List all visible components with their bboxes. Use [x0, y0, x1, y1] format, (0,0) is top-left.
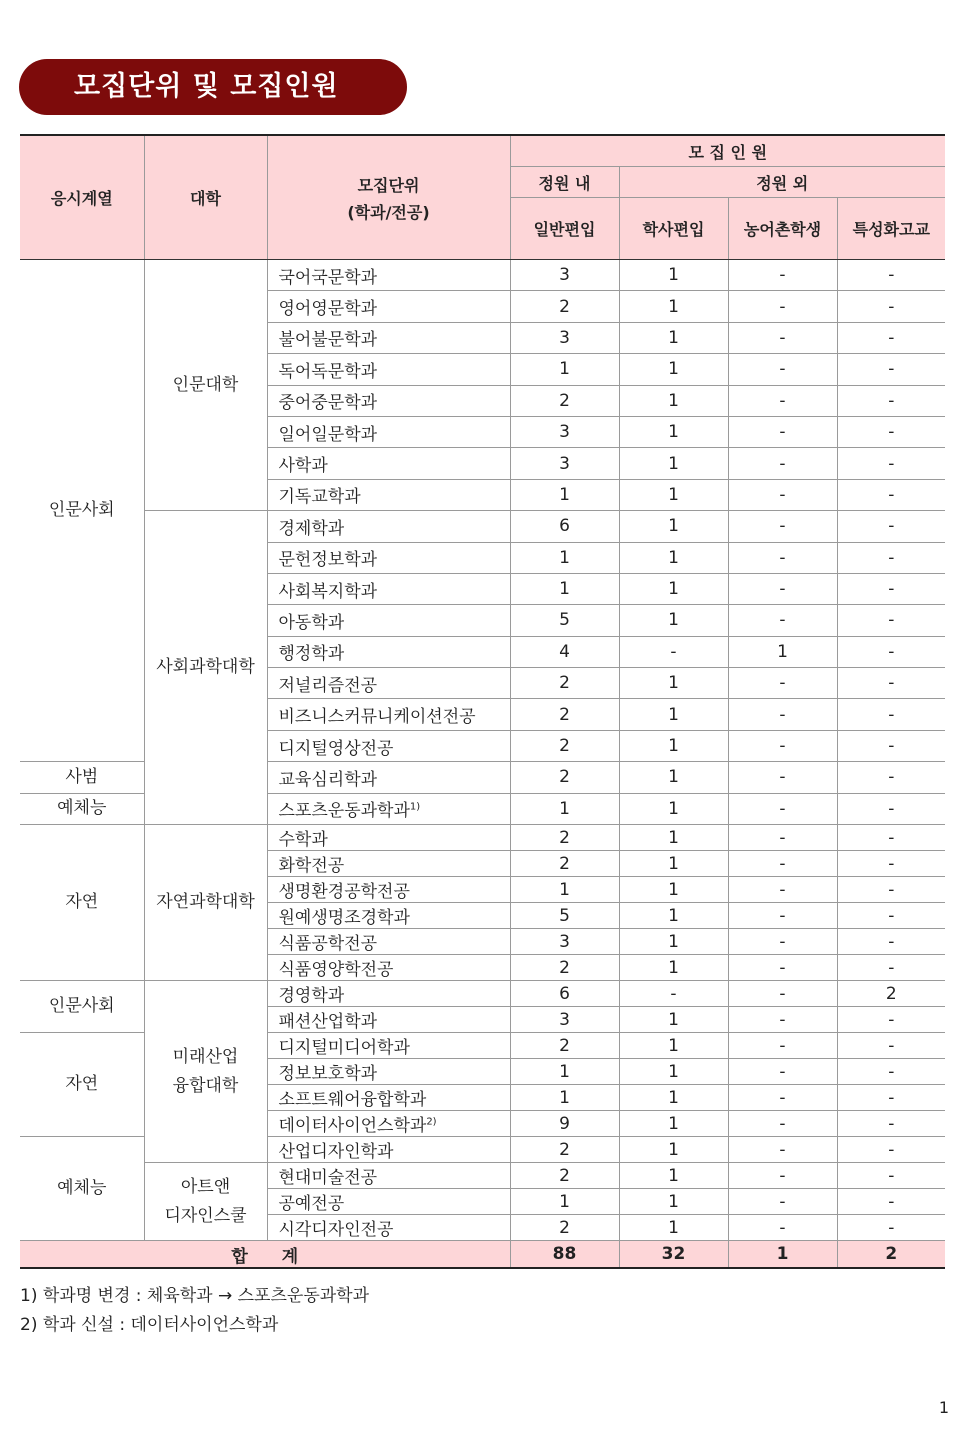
group-label: 예체능 [57, 1178, 107, 1199]
special-count: - [837, 605, 945, 636]
rural-count: - [728, 573, 837, 604]
rural-count: - [728, 605, 837, 636]
rural-count: - [728, 542, 837, 573]
unit-name-cell [267, 955, 510, 981]
unit-name: 사회복지학과 [278, 581, 378, 602]
bachelor-count: - [619, 636, 728, 667]
rural-count: - [728, 730, 837, 761]
special-count: - [837, 1189, 945, 1215]
unit-name-cell [267, 479, 510, 510]
bachelor-count: 1 [619, 260, 728, 291]
group-label: 인문사회 [48, 996, 115, 1017]
field-group-cell [20, 981, 144, 1033]
general-count: 5 [510, 605, 619, 636]
bachelor-count: 1 [619, 825, 728, 851]
general-count: 3 [510, 322, 619, 353]
group-label: 자연 [65, 1074, 99, 1095]
unit-name-cell [267, 1111, 510, 1137]
unit-name: 일어일문학과 [278, 424, 378, 445]
unit-name: 독어독문학과 [278, 361, 378, 382]
table-row [20, 1163, 945, 1189]
bachelor-count: 1 [619, 762, 728, 793]
general-count: 3 [510, 260, 619, 291]
bachelor-count: 1 [619, 416, 728, 447]
field-group-cell [20, 825, 144, 981]
general-count: 3 [510, 1007, 619, 1033]
general-count: 1 [510, 479, 619, 510]
rural-count: - [728, 1059, 837, 1085]
rural-count: - [728, 385, 837, 416]
general-count: 2 [510, 1137, 619, 1163]
unit-name: 데이터사이언스학과 [278, 1116, 427, 1137]
bachelor-count: 1 [619, 1163, 728, 1189]
bachelor-count: 1 [619, 511, 728, 542]
general-count: 2 [510, 825, 619, 851]
unit-name: 생명환경공학전공 [278, 882, 410, 903]
footnotes [20, 1282, 369, 1340]
bachelor-count: 1 [619, 1085, 728, 1111]
unit-name: 저널리즘전공 [278, 675, 378, 696]
unit-name-cell [267, 605, 510, 636]
general-count: 6 [510, 511, 619, 542]
bachelor-count: 1 [619, 479, 728, 510]
footnote-marker: 2) [426, 1116, 437, 1128]
special-count: - [837, 851, 945, 877]
unit-name-cell [267, 1163, 510, 1189]
bachelor-count: 1 [619, 699, 728, 730]
special-count: - [837, 354, 945, 385]
unit-name-cell [267, 699, 510, 730]
footnote-marker: 1) [409, 801, 421, 813]
general-count: 2 [510, 851, 619, 877]
special-count: - [837, 1007, 945, 1033]
unit-name: 경영학과 [278, 986, 345, 1007]
college-group-cell [144, 260, 267, 511]
unit-name-cell [267, 416, 510, 447]
unit-name-cell [267, 385, 510, 416]
unit-name: 중어중문학과 [278, 393, 378, 414]
rural-count: - [728, 981, 837, 1007]
rural-count: - [728, 354, 837, 385]
unit-name-cell [267, 762, 510, 793]
general-count: 2 [510, 668, 619, 699]
unit-name-cell [267, 730, 510, 761]
college-group-cell [144, 1163, 267, 1241]
special-count: - [837, 322, 945, 353]
header-unit [267, 135, 510, 260]
unit-name-cell [267, 573, 510, 604]
rural-count: - [728, 260, 837, 291]
unit-name-cell [267, 448, 510, 479]
total-rural: 1 [728, 1241, 837, 1269]
unit-name: 행정학과 [278, 644, 345, 665]
rural-count: - [728, 699, 837, 730]
bachelor-count: 1 [619, 448, 728, 479]
special-count: - [837, 699, 945, 730]
header-rural: 농어촌학생 [728, 198, 837, 260]
rural-count: - [728, 1007, 837, 1033]
special-count: - [837, 1111, 945, 1137]
bachelor-count: 1 [619, 291, 728, 322]
bachelor-count: 1 [619, 1033, 728, 1059]
general-count: 3 [510, 448, 619, 479]
general-count: 1 [510, 573, 619, 604]
unit-name: 산업디자인학과 [278, 1142, 394, 1163]
unit-name: 수학과 [278, 830, 328, 851]
special-count: - [837, 448, 945, 479]
bachelor-count: 1 [619, 730, 728, 761]
group-label: 인문대학 [172, 374, 239, 395]
unit-name-cell [267, 793, 510, 824]
special-count: - [837, 542, 945, 573]
unit-name-cell [267, 260, 510, 291]
special-count: - [837, 260, 945, 291]
special-count: - [837, 825, 945, 851]
special-count: 2 [837, 981, 945, 1007]
group-label: 사범 [65, 766, 99, 787]
unit-name-cell [267, 877, 510, 903]
field-group-cell [20, 793, 144, 824]
group-label: 인문사회 [48, 500, 115, 521]
header-bachelor: 학사편입 [619, 198, 728, 260]
recruitment-table [20, 134, 945, 1269]
special-count: - [837, 291, 945, 322]
unit-name-cell [267, 903, 510, 929]
unit-name: 사학과 [278, 456, 328, 477]
bachelor-count: 1 [619, 793, 728, 824]
unit-name: 시각디자인전공 [278, 1220, 394, 1241]
rural-count: - [728, 1111, 837, 1137]
unit-name: 스포츠운동과학과 [278, 801, 410, 822]
rural-count: - [728, 762, 837, 793]
unit-name-cell [267, 542, 510, 573]
special-count: - [837, 730, 945, 761]
page-number: 1 [938, 1398, 949, 1417]
special-count: - [837, 1215, 945, 1241]
bachelor-count: 1 [619, 605, 728, 636]
unit-name-cell [267, 1007, 510, 1033]
unit-name: 국어국문학과 [278, 267, 378, 288]
general-count: 2 [510, 699, 619, 730]
special-count: - [837, 903, 945, 929]
general-count: 2 [510, 955, 619, 981]
special-count: - [837, 762, 945, 793]
header-unit-line2: (학과/전공) [347, 202, 430, 222]
special-count: - [837, 573, 945, 604]
rural-count: - [728, 929, 837, 955]
group-label: 자연 [65, 892, 99, 913]
bachelor-count: 1 [619, 877, 728, 903]
general-count: 2 [510, 385, 619, 416]
unit-name-cell [267, 1189, 510, 1215]
field-group-cell [20, 1137, 144, 1241]
field-group-cell [20, 762, 144, 793]
footnote-1: 1) 학과명 변경 : 체육학과 → 스포츠운동과학과 [20, 1286, 370, 1306]
unit-name-cell [267, 825, 510, 851]
total-bachelor: 32 [619, 1241, 728, 1269]
header-out-quota: 정원 외 [619, 167, 945, 198]
unit-name: 소프트웨어융합학과 [278, 1090, 427, 1111]
unit-name-cell [267, 354, 510, 385]
unit-name: 불어불문학과 [278, 330, 378, 351]
bachelor-count: 1 [619, 322, 728, 353]
unit-name: 비즈니스커뮤니케이션전공 [278, 707, 476, 728]
special-count: - [837, 1033, 945, 1059]
unit-name: 정보보호학과 [278, 1064, 378, 1085]
special-count: - [837, 929, 945, 955]
unit-name-cell [267, 851, 510, 877]
unit-name-cell [267, 511, 510, 542]
group-label: 미래산업 [172, 1046, 239, 1067]
group-label: 융합대학 [172, 1075, 239, 1096]
total-label: 합 계 [20, 1241, 510, 1269]
total-general: 88 [510, 1241, 619, 1269]
unit-name: 식품영양학전공 [278, 960, 394, 981]
rural-count: - [728, 1033, 837, 1059]
special-count: - [837, 955, 945, 981]
bachelor-count: 1 [619, 385, 728, 416]
group-label: 아트앤 [180, 1176, 231, 1197]
unit-name-cell [267, 1215, 510, 1241]
general-count: 1 [510, 877, 619, 903]
group-label: 예체능 [57, 798, 107, 819]
unit-name: 공예전공 [278, 1194, 345, 1215]
group-label: 사회과학대학 [156, 657, 255, 678]
special-count: - [837, 511, 945, 542]
rural-count: - [728, 877, 837, 903]
bachelor-count: 1 [619, 1215, 728, 1241]
header-college: 대학 [144, 135, 267, 260]
general-count: 9 [510, 1111, 619, 1137]
unit-name: 현대미술전공 [278, 1168, 378, 1189]
bachelor-count: 1 [619, 573, 728, 604]
general-count: 2 [510, 1163, 619, 1189]
general-count: 2 [510, 291, 619, 322]
unit-name: 화학전공 [278, 856, 345, 877]
bachelor-count: 1 [619, 1111, 728, 1137]
rural-count: - [728, 448, 837, 479]
bachelor-count: - [619, 981, 728, 1007]
group-label: 자연과학대학 [156, 892, 255, 913]
field-group-cell [20, 1033, 144, 1137]
general-count: 1 [510, 1085, 619, 1111]
unit-name-cell [267, 1137, 510, 1163]
rural-count: - [728, 291, 837, 322]
general-count: 6 [510, 981, 619, 1007]
rural-count: - [728, 416, 837, 447]
unit-name-cell [267, 668, 510, 699]
general-count: 2 [510, 762, 619, 793]
header-special: 특성화고교 [837, 198, 945, 260]
table-row [20, 260, 945, 291]
general-count: 1 [510, 542, 619, 573]
total-special: 2 [837, 1241, 945, 1269]
rural-count: - [728, 851, 837, 877]
unit-name: 식품공학전공 [278, 934, 378, 955]
general-count: 2 [510, 730, 619, 761]
unit-name: 문헌정보학과 [278, 550, 378, 571]
rural-count: - [728, 511, 837, 542]
general-count: 4 [510, 636, 619, 667]
bachelor-count: 1 [619, 1189, 728, 1215]
special-count: - [837, 877, 945, 903]
unit-name: 디지털미디어학과 [278, 1038, 410, 1059]
section-title-banner: 모집단위 및 모집인원 [19, 59, 407, 115]
rural-count: - [728, 1215, 837, 1241]
special-count: - [837, 416, 945, 447]
rural-count: - [728, 322, 837, 353]
table-row [20, 981, 945, 1007]
unit-name: 영어영문학과 [278, 299, 378, 320]
college-group-cell [144, 511, 267, 825]
header-recruit: 모 집 인 원 [510, 135, 945, 167]
rural-count: - [728, 1189, 837, 1215]
unit-name: 기독교학과 [278, 487, 361, 508]
college-group-cell [144, 825, 267, 981]
rural-count: - [728, 825, 837, 851]
rural-count: - [728, 903, 837, 929]
rural-count: 1 [728, 636, 837, 667]
table-row [20, 825, 945, 851]
general-count: 1 [510, 1189, 619, 1215]
rural-count: - [728, 955, 837, 981]
unit-name-cell [267, 636, 510, 667]
unit-name-cell [267, 1085, 510, 1111]
rural-count: - [728, 479, 837, 510]
rural-count: - [728, 1163, 837, 1189]
bachelor-count: 1 [619, 1137, 728, 1163]
unit-name-cell [267, 929, 510, 955]
unit-name-cell [267, 322, 510, 353]
rural-count: - [728, 668, 837, 699]
special-count: - [837, 636, 945, 667]
group-label: 디자인스쿨 [164, 1205, 247, 1226]
bachelor-count: 1 [619, 668, 728, 699]
footnote-2: 2) 학과 신설 : 데이터사이언스학과 [20, 1315, 279, 1335]
bachelor-count: 1 [619, 851, 728, 877]
header-unit-line1: 모집단위 [357, 175, 420, 195]
unit-name: 패션산업학과 [278, 1012, 378, 1033]
field-group-cell [20, 260, 144, 762]
total-row [20, 1241, 945, 1269]
unit-name-cell [267, 981, 510, 1007]
general-count: 2 [510, 1215, 619, 1241]
special-count: - [837, 1059, 945, 1085]
bachelor-count: 1 [619, 929, 728, 955]
special-count: - [837, 385, 945, 416]
special-count: - [837, 479, 945, 510]
special-count: - [837, 793, 945, 824]
bachelor-count: 1 [619, 354, 728, 385]
special-count: - [837, 1163, 945, 1189]
bachelor-count: 1 [619, 955, 728, 981]
bachelor-count: 1 [619, 903, 728, 929]
special-count: - [837, 668, 945, 699]
special-count: - [837, 1137, 945, 1163]
rural-count: - [728, 1085, 837, 1111]
header-field: 응시계열 [20, 135, 144, 260]
unit-name-cell [267, 1059, 510, 1085]
unit-name: 아동학과 [278, 612, 345, 633]
general-count: 3 [510, 416, 619, 447]
header-general: 일반편입 [510, 198, 619, 260]
table-row [20, 511, 945, 542]
unit-name: 경제학과 [278, 518, 345, 539]
general-count: 2 [510, 1033, 619, 1059]
unit-name: 디지털영상전공 [278, 738, 394, 759]
bachelor-count: 1 [619, 1007, 728, 1033]
general-count: 3 [510, 929, 619, 955]
general-count: 5 [510, 903, 619, 929]
general-count: 1 [510, 793, 619, 824]
bachelor-count: 1 [619, 542, 728, 573]
general-count: 1 [510, 354, 619, 385]
college-group-cell [144, 981, 267, 1163]
table-body [20, 260, 945, 1269]
rural-count: - [728, 1137, 837, 1163]
special-count: - [837, 1085, 945, 1111]
unit-name: 원예생명조경학과 [278, 908, 410, 929]
unit-name: 교육심리학과 [278, 769, 378, 790]
header-in-quota: 정원 내 [510, 167, 619, 198]
rural-count: - [728, 793, 837, 824]
bachelor-count: 1 [619, 1059, 728, 1085]
unit-name-cell [267, 1033, 510, 1059]
general-count: 1 [510, 1059, 619, 1085]
unit-name-cell [267, 291, 510, 322]
